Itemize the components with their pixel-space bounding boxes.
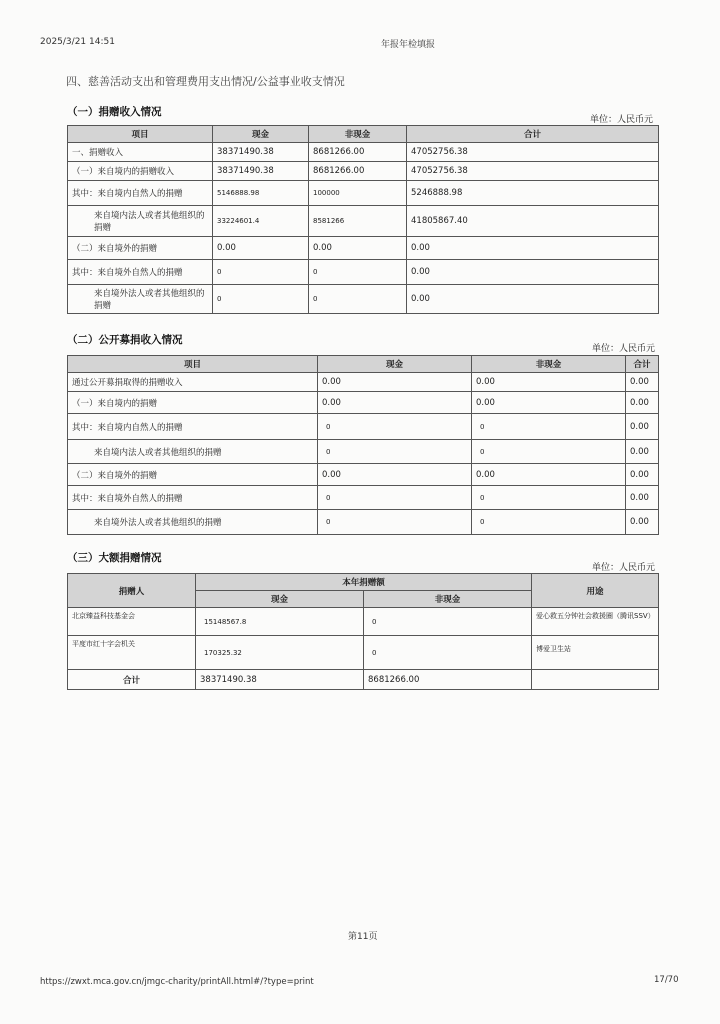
noncash-cell: 8681266.00 bbox=[309, 143, 407, 162]
total-label: 合计 bbox=[68, 670, 196, 690]
print-datetime: 2025/3/21 14:51 bbox=[40, 37, 115, 47]
table-row bbox=[68, 260, 659, 285]
noncash-cell: 0 bbox=[472, 414, 626, 440]
print-title: 年报年检填报 bbox=[381, 40, 436, 50]
table-row bbox=[68, 162, 659, 181]
table-row bbox=[68, 464, 659, 486]
noncash-cell: 0 bbox=[364, 636, 532, 670]
page-number: 第11页 bbox=[348, 932, 378, 942]
row-label: 来自境外法人或者其他组织的捐赠 bbox=[68, 510, 318, 535]
cash-cell: 33224601.4 bbox=[213, 206, 309, 237]
noncash-cell: 0 bbox=[472, 510, 626, 535]
noncash-cell: 8681266.00 bbox=[309, 162, 407, 181]
table-row bbox=[68, 414, 659, 440]
table1-title: （一）捐赠收入情况 bbox=[67, 106, 162, 118]
row-label: 其中：来自境内自然人的捐赠 bbox=[68, 414, 318, 440]
header-cash: 现金 bbox=[213, 126, 309, 143]
purpose-cell: 博爱卫生站 bbox=[532, 636, 659, 670]
row-label: 其中：来自境外自然人的捐赠 bbox=[68, 486, 318, 510]
table-row bbox=[68, 440, 659, 464]
header-noncash: 非现金 bbox=[309, 126, 407, 143]
total-cell: 0.00 bbox=[626, 440, 659, 464]
noncash-cell: 8681266.00 bbox=[364, 670, 532, 690]
table-row bbox=[68, 206, 659, 237]
cash-cell: 0 bbox=[318, 486, 472, 510]
public-fundraising-table bbox=[67, 355, 659, 535]
total-cell: 0.00 bbox=[626, 464, 659, 486]
header-year-amount: 本年捐赠额 bbox=[196, 574, 532, 591]
table-row bbox=[68, 181, 659, 206]
table-row bbox=[68, 608, 659, 636]
noncash-cell: 0.00 bbox=[309, 237, 407, 260]
row-label: 来自境外法人或者其他组织的捐赠 bbox=[68, 285, 213, 314]
header-item: 项目 bbox=[68, 356, 318, 373]
table2-title: （二）公开募捐收入情况 bbox=[67, 334, 183, 346]
total-cell: 0.00 bbox=[407, 237, 659, 260]
cash-cell: 38371490.38 bbox=[213, 143, 309, 162]
cash-cell: 15148567.8 bbox=[196, 608, 364, 636]
purpose-cell bbox=[532, 670, 659, 690]
noncash-cell: 0 bbox=[472, 486, 626, 510]
noncash-cell: 8581266 bbox=[309, 206, 407, 237]
cash-cell: 0 bbox=[318, 440, 472, 464]
total-cell: 47052756.38 bbox=[407, 162, 659, 181]
total-cell: 5246888.98 bbox=[407, 181, 659, 206]
donation-income-table bbox=[67, 125, 659, 314]
noncash-cell: 0 bbox=[364, 608, 532, 636]
cash-cell: 0.00 bbox=[318, 373, 472, 392]
total-cell: 0.00 bbox=[626, 373, 659, 392]
table2-unit: 单位：人民币元 bbox=[592, 344, 656, 354]
header-noncash: 非现金 bbox=[472, 356, 626, 373]
noncash-cell: 0.00 bbox=[472, 464, 626, 486]
cash-cell: 170325.32 bbox=[196, 636, 364, 670]
table-row bbox=[68, 636, 659, 670]
table-row bbox=[68, 285, 659, 314]
table-row bbox=[68, 510, 659, 535]
total-cell: 0.00 bbox=[626, 392, 659, 414]
cash-cell: 0.00 bbox=[213, 237, 309, 260]
total-cell: 0.00 bbox=[626, 414, 659, 440]
donor-cell: 北京臻益科技基金会 bbox=[68, 608, 196, 636]
page-count: 17/70 bbox=[654, 975, 679, 985]
table-row bbox=[68, 392, 659, 414]
row-label: （二）来自境外的捐赠 bbox=[68, 464, 318, 486]
header-purpose: 用途 bbox=[532, 574, 659, 608]
header-donor: 捐赠人 bbox=[68, 574, 196, 608]
cash-cell: 0 bbox=[213, 260, 309, 285]
row-label: （一）来自境内的捐赠收入 bbox=[68, 162, 213, 181]
large-donation-table bbox=[67, 573, 659, 690]
cash-cell: 0.00 bbox=[318, 464, 472, 486]
noncash-cell: 0.00 bbox=[472, 373, 626, 392]
row-label: 一、捐赠收入 bbox=[68, 143, 213, 162]
table3-title: （三）大额捐赠情况 bbox=[67, 552, 162, 564]
table3-unit: 单位：人民币元 bbox=[592, 563, 656, 573]
cash-cell: 0 bbox=[318, 510, 472, 535]
noncash-cell: 0 bbox=[309, 285, 407, 314]
cash-cell: 5146888.98 bbox=[213, 181, 309, 206]
noncash-cell: 0 bbox=[472, 440, 626, 464]
section-title: 四、慈善活动支出和管理费用支出情况/公益事业收支情况 bbox=[66, 75, 345, 88]
noncash-cell: 0.00 bbox=[472, 392, 626, 414]
cash-cell: 0 bbox=[213, 285, 309, 314]
row-label: 通过公开募捐取得的捐赠收入 bbox=[68, 373, 318, 392]
total-cell: 0.00 bbox=[407, 285, 659, 314]
table-row bbox=[68, 143, 659, 162]
cash-cell: 38371490.38 bbox=[196, 670, 364, 690]
row-label: （一）来自境内的捐赠 bbox=[68, 392, 318, 414]
header-cash: 现金 bbox=[196, 591, 364, 608]
row-label: 来自境内法人或者其他组织的捐赠 bbox=[68, 440, 318, 464]
table-row bbox=[68, 237, 659, 260]
cash-cell: 38371490.38 bbox=[213, 162, 309, 181]
row-label: 其中：来自境外自然人的捐赠 bbox=[68, 260, 213, 285]
header-noncash: 非现金 bbox=[364, 591, 532, 608]
row-label: 其中：来自境内自然人的捐赠 bbox=[68, 181, 213, 206]
print-url: https://zwxt.mca.gov.cn/jmgc-charity/printAll.html#/?type=print bbox=[40, 977, 314, 987]
header-total: 合计 bbox=[407, 126, 659, 143]
total-cell: 41805867.40 bbox=[407, 206, 659, 237]
row-label: （二）来自境外的捐赠 bbox=[68, 237, 213, 260]
total-cell: 0.00 bbox=[626, 510, 659, 535]
purpose-cell: 爱心救五分钟社会救援圈（腾讯SSV） bbox=[532, 608, 659, 636]
header-item: 项目 bbox=[68, 126, 213, 143]
donor-cell: 平度市红十字会机关 bbox=[68, 636, 196, 670]
table1-unit: 单位：人民币元 bbox=[590, 115, 654, 125]
total-cell: 0.00 bbox=[407, 260, 659, 285]
noncash-cell: 100000 bbox=[309, 181, 407, 206]
row-label: 来自境内法人或者其他组织的捐赠 bbox=[68, 206, 213, 237]
table-row bbox=[68, 486, 659, 510]
table-row bbox=[68, 670, 659, 690]
header-cash: 现金 bbox=[318, 356, 472, 373]
noncash-cell: 0 bbox=[309, 260, 407, 285]
total-cell: 0.00 bbox=[626, 486, 659, 510]
total-cell: 47052756.38 bbox=[407, 143, 659, 162]
table-row bbox=[68, 373, 659, 392]
cash-cell: 0.00 bbox=[318, 392, 472, 414]
header-total: 合计 bbox=[626, 356, 659, 373]
cash-cell: 0 bbox=[318, 414, 472, 440]
